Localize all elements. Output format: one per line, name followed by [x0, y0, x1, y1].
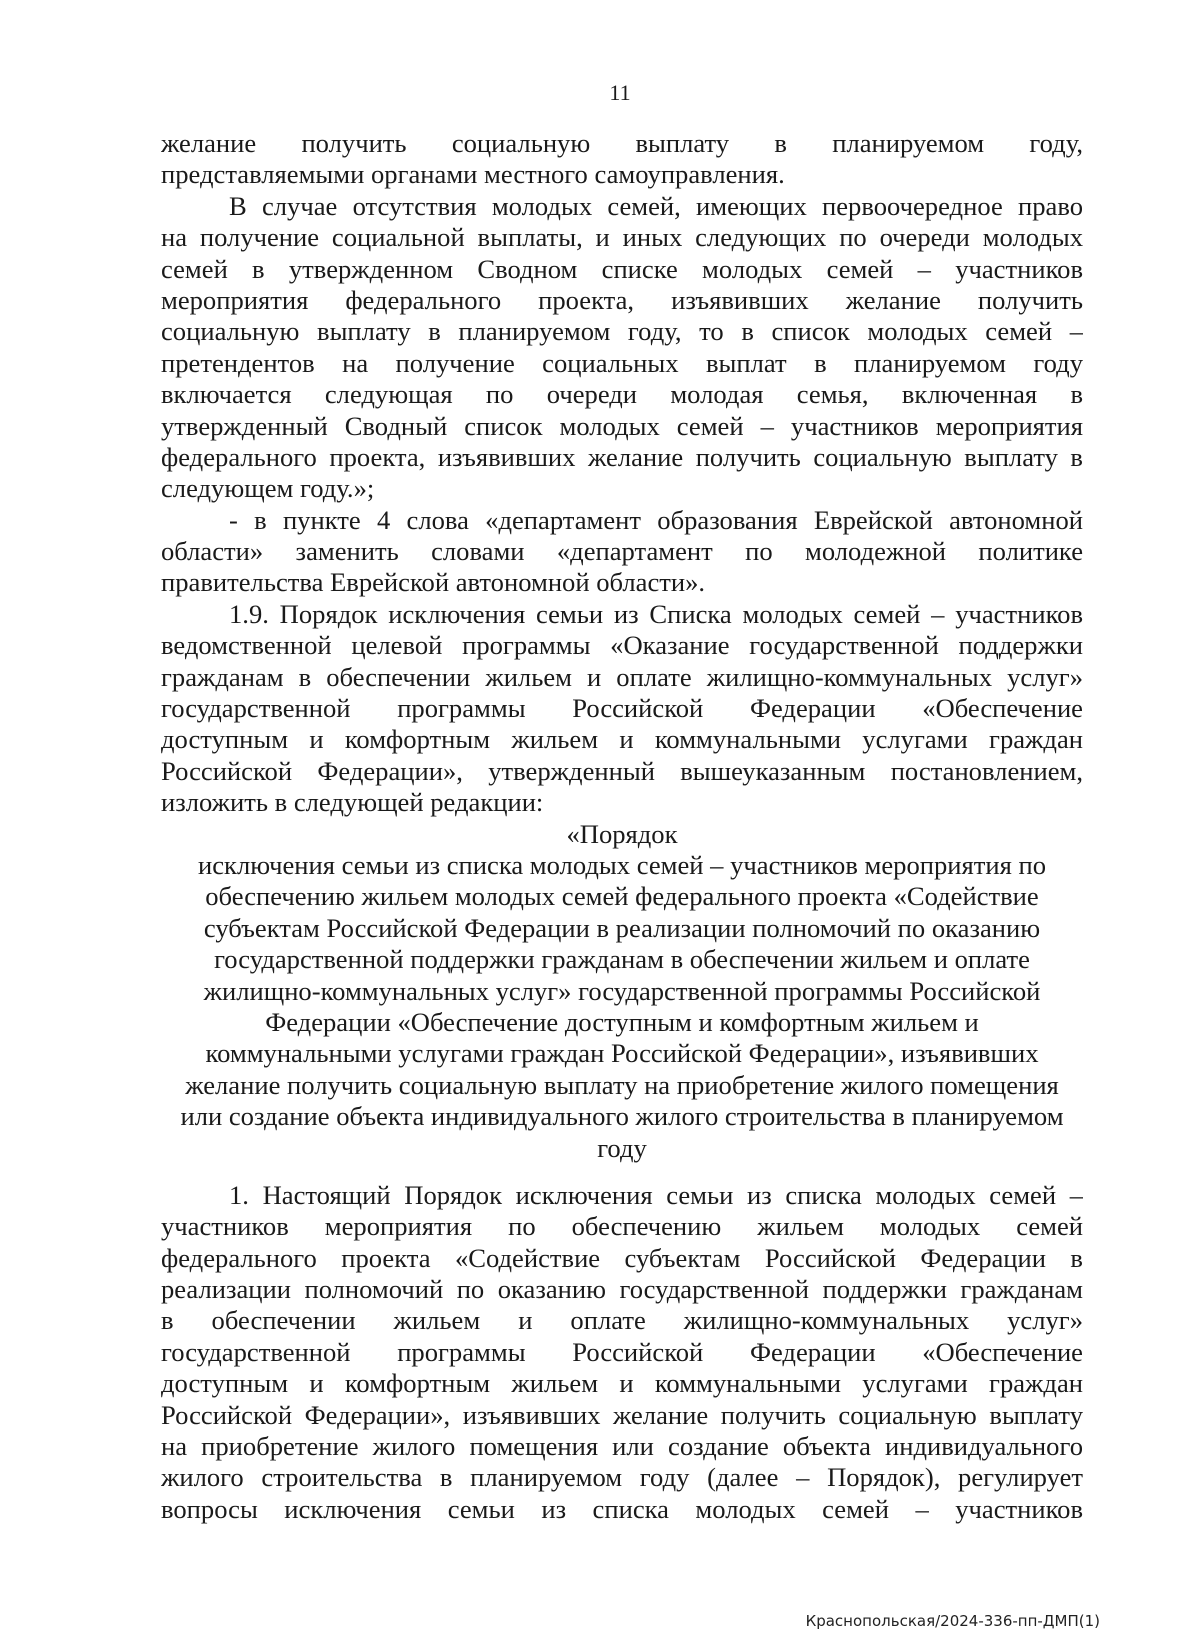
heading-line: желание получить социальную выплату на приобретение жилого помещения — [185, 1069, 1059, 1100]
text-line: гражданам в обеспечении жильем и оплате жилищно-коммунальных услуг» — [161, 661, 1083, 692]
text-line: Российской Федерации», изъявивших желание получить социальную выплату — [161, 1399, 1083, 1430]
text-line: В случае отсутствия молодых семей, имеющих первоочередное право — [229, 190, 1083, 221]
text-line: доступным и комфортным жильем и коммунальными услугами граждан — [161, 1368, 1083, 1399]
heading-line: субъектам Российской Федерации в реализации полномочий по оказанию — [203, 912, 1041, 943]
text-line: правительства Еврейской автономной области». — [161, 567, 706, 598]
heading-line: «Порядок — [566, 818, 678, 849]
text-line: реализации полномочий по оказанию государственной поддержки гражданам — [161, 1274, 1083, 1305]
text-line: на приобретение жилого помещения или создание объекта индивидуального — [161, 1431, 1083, 1462]
paragraph-gap — [161, 1164, 1083, 1180]
text-line: мероприятия федерального проекта, изъявивших желание получить — [161, 284, 1083, 315]
heading-line: государственной поддержки гражданам в обеспечении жильем и оплате — [214, 944, 1030, 975]
text-line: 1. Настоящий Порядок исключения семьи из списка молодых семей – — [229, 1179, 1083, 1210]
heading-line: исключения семьи из списка молодых семей – участников мероприятия по — [197, 849, 1047, 880]
text-line: включается следующая по очереди молодая семья, включенная в — [161, 379, 1083, 410]
text-line: на получение социальной выплаты, и иных следующих по очереди молодых — [161, 222, 1083, 253]
heading-line: обеспечению жильем молодых семей федерального проекта «Содействие — [205, 881, 1039, 912]
heading-line: или создание объекта индивидуального жилого строительства в планируемом — [180, 1101, 1064, 1132]
text-line: участников мероприятия по обеспечению жильем молодых семей — [161, 1211, 1083, 1242]
text-line: претендентов на получение социальных выплат в планируемом году — [161, 347, 1083, 378]
text-line: в обеспечении жильем и оплате жилищно-коммунальных услуг» — [161, 1305, 1083, 1336]
document-body — [161, 128, 1083, 1525]
text-line: федерального проекта, изъявивших желание получить социальную выплату в — [161, 441, 1083, 472]
heading-line: жилищно-коммунальных услуг» государственной программы Российской — [203, 975, 1041, 1006]
heading-line: Федерации «Обеспечение доступным и комфортным жильем и — [265, 1006, 979, 1037]
text-line: Российской Федерации», утвержденный вышеуказанным постановлением, — [161, 755, 1083, 786]
text-line: - в пункте 4 слова «департамент образования Еврейской автономной — [229, 504, 1083, 535]
text-line: вопросы исключения семьи из списка молодых семей – участников — [161, 1493, 1083, 1524]
text-line: следующем году.»; — [161, 473, 375, 504]
text-line: социальную выплату в планируемом году, то в список молодых семей – — [161, 316, 1083, 347]
document-footer-id: Краснопольская/2024-336-пп-ДМП(1) — [805, 1612, 1100, 1630]
text-line: представляемыми органами местного самоуправления. — [161, 159, 785, 190]
text-line: области» заменить словами «департамент по молодежной политике — [161, 536, 1083, 567]
text-line: ведомственной целевой программы «Оказание государственной поддержки — [161, 630, 1083, 661]
text-line: государственной программы Российской Федерации «Обеспечение — [161, 693, 1083, 724]
text-line: доступным и комфортным жильем и коммунальными услугами граждан — [161, 724, 1083, 755]
text-line: 1.9. Порядок исключения семьи из Списка молодых семей – участников — [229, 598, 1083, 629]
text-line: желание получить социальную выплату в планируемом году, — [161, 128, 1083, 158]
text-line: федерального проекта «Содействие субъектам Российской Федерации в — [161, 1242, 1083, 1273]
heading-line: коммунальными услугами граждан Российской Федерации», изъявивших — [205, 1038, 1039, 1069]
text-line: утвержденный Сводный список молодых семей – участников мероприятия — [161, 410, 1083, 441]
text-line: жилого строительства в планируемом году (далее – Порядок), регулирует — [161, 1462, 1083, 1493]
heading-line: году — [597, 1132, 647, 1163]
text-line: государственной программы Российской Федерации «Обеспечение — [161, 1336, 1083, 1367]
text-line: семей в утвержденном Сводном списке молодых семей – участников — [161, 253, 1083, 284]
page-number: 11 — [609, 80, 631, 105]
text-line: изложить в следующей редакции: — [161, 787, 544, 818]
